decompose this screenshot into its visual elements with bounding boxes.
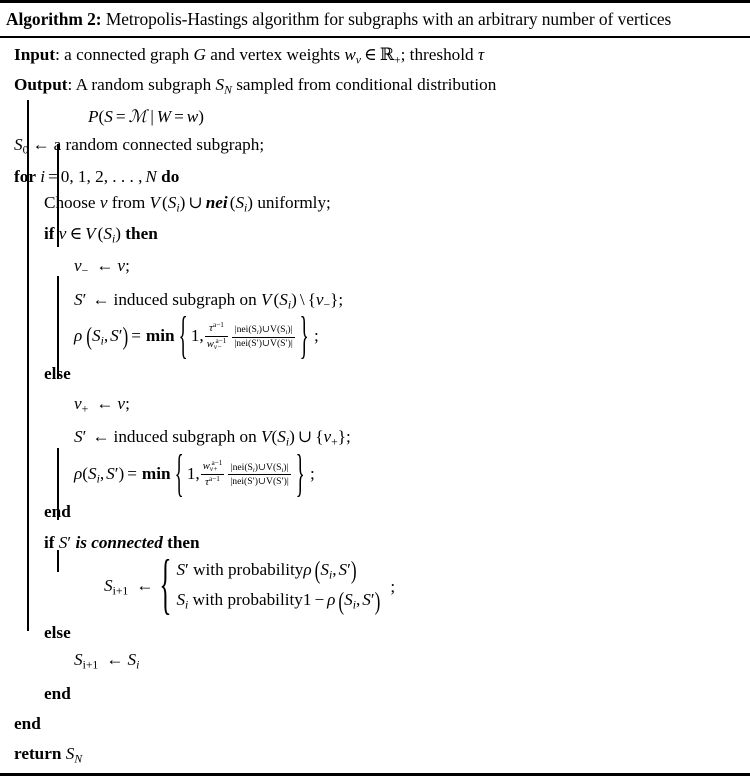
algorithm-title: Metropolis-Hastings algorithm for subgraphs with an arbitrary number of vertices (105, 9, 672, 29)
nei-function-symbol: nei (205, 192, 228, 212)
return-subgraph-symbol: S (65, 743, 75, 763)
cases-rows (176, 557, 380, 618)
prime-mark-4: ′ (114, 463, 119, 483)
element-of-icon-2: ∈ (69, 224, 83, 244)
semicolon-6: ; (310, 463, 315, 483)
next-subgraph-subscript: i+1 (112, 584, 129, 598)
algorithm-body (0, 38, 750, 773)
semicolon-5: ; (346, 427, 351, 447)
if2-sprime-symbol: S (58, 532, 68, 552)
reals-plus-subscript: + (394, 53, 401, 67)
then-keyword: then (125, 224, 158, 244)
choose-text-b: from (107, 192, 150, 212)
case2-rho-symbol: ρ (327, 590, 336, 610)
output-label: Output (14, 75, 68, 95)
equals-sign: = (115, 106, 126, 126)
fraction-denominator-tau (201, 474, 225, 490)
brace-open-big-2: { (174, 444, 184, 502)
case1-sprime-symbol: S (176, 559, 186, 579)
vminus-rhs-symbol: v (117, 256, 126, 276)
paren-close-vs: ) (179, 192, 186, 212)
tau-symbol-2: τ (205, 477, 209, 489)
brace-close-2: } (337, 427, 346, 447)
union-icon: ∪ (188, 192, 203, 212)
brace-close-big-2: } (295, 444, 305, 502)
input-text-a: : a connected graph (55, 45, 194, 64)
w-symbol-2: w (202, 460, 210, 472)
cases-block (159, 549, 381, 623)
w-over-tau-fraction (201, 459, 225, 489)
algorithm-number-label: Algorithm 2: (6, 9, 102, 29)
input-line (14, 42, 750, 72)
set-minus-icon: \ (299, 289, 305, 309)
rho-arg-subscript-1: i (100, 334, 104, 348)
loop-index-symbol: i (40, 166, 46, 186)
current-subgraph-subscript: i (176, 201, 180, 215)
case2-arg-subgraph: S (344, 590, 353, 610)
assignment-arrow-icon-7: ← (106, 650, 124, 670)
vplus-rhs-symbol: v (117, 394, 126, 414)
tau-exponent-1: a−1 (212, 321, 224, 330)
equals-sign-2: = (174, 106, 184, 126)
brace-open-big-1: { (178, 306, 188, 364)
case1-text: with probability (188, 559, 304, 579)
brace-close-1: } (330, 289, 339, 309)
output-line (14, 72, 750, 102)
choose-text-c: uniformly; (253, 192, 331, 212)
return-keyword: return (14, 743, 62, 763)
paren-open-vs: ( (162, 192, 168, 212)
paren-close-rho1: ) (122, 322, 129, 350)
paren-close-ind2: ) (289, 427, 295, 447)
prime-mark-3: ′ (82, 427, 87, 447)
paren-open: ( (98, 106, 105, 126)
comma-case1: , (332, 559, 337, 579)
case2-arg-sprime: S (362, 590, 371, 610)
init-subgraph-line (14, 130, 750, 164)
if-keyword-2: if (44, 532, 55, 552)
nei-arg-symbol: S (235, 192, 245, 212)
loop-bound-symbol: N (145, 166, 157, 186)
weight-value-symbol: w (186, 106, 199, 126)
rho-minus-formula-line (74, 306, 750, 364)
input-text-b: and vertex weights (205, 45, 345, 64)
for-keyword: for (14, 166, 36, 186)
assignment-arrow-icon-3: ← (92, 289, 110, 309)
case2-arg-subscript: i (352, 598, 356, 612)
if-vertex-symbol: v (58, 224, 67, 244)
threshold-symbol: τ (477, 45, 485, 64)
nei-denominator-1: |nei(S′)∪V(S′)| (234, 338, 293, 350)
algorithm-caption (0, 3, 750, 36)
brace-open-1: { (307, 289, 316, 309)
nei-numerator-2 (228, 462, 290, 475)
if-subgraph-subscript: i (112, 232, 116, 246)
for-loop-header (14, 164, 750, 190)
sprime-symbol: S (74, 289, 83, 309)
random-subgraph-symbol: S (104, 106, 113, 126)
else-membership-line (44, 358, 750, 390)
output-text-b: sampled from conditional distribution (231, 75, 497, 95)
semicolon-3: ; (314, 325, 319, 345)
probability-symbol: P (88, 106, 99, 126)
if-subgraph-symbol: S (103, 224, 112, 244)
end-for-line (14, 709, 750, 739)
reals-symbol: ℝ (379, 45, 395, 64)
choose-vertex-line (44, 190, 750, 221)
is-connected-text: is connected (75, 532, 163, 552)
output-subgraph-symbol: S (215, 75, 225, 95)
rho-arg-sprime-1: S (110, 325, 119, 345)
end-keyword-3: end (14, 713, 41, 733)
if-vertex-set-symbol: V (85, 224, 96, 244)
paren-open-rho2: ( (82, 463, 88, 483)
tau-over-w-fraction (205, 321, 229, 351)
comma-rho-2: , (99, 463, 105, 483)
vminus-subscript: − (81, 264, 89, 278)
init-subgraph-subscript: 0 (22, 142, 29, 156)
paren-open-nei: ( (229, 192, 236, 212)
assignment-arrow-icon-4: ← (96, 394, 114, 414)
input-text-c: ; threshold (400, 45, 478, 64)
paren-open-ind1: ( (273, 289, 280, 309)
induced-vertex-set-2: V (261, 427, 272, 447)
keep-next-subscript: i+1 (82, 658, 99, 672)
rho-one-2: 1, (186, 463, 200, 483)
vminus-assign-line (74, 252, 750, 285)
nei-num-prefix-1: |nei(S (234, 323, 257, 335)
induced-subgraph-sym-1: S (279, 289, 288, 309)
removed-vertex-symbol: v (315, 289, 324, 309)
if-keyword: if (44, 224, 55, 244)
do-keyword: do (161, 166, 180, 186)
w-subscript-minus: v− (213, 343, 222, 352)
w-exponent-2: a−1 (211, 459, 223, 468)
equals-sign-rho-1: = (131, 325, 141, 345)
case1-arg-subscript: i (328, 568, 333, 582)
min-function-1: min (145, 325, 175, 345)
fraction-numerator-w (201, 459, 225, 474)
nei-num-mid-1: )∪V(S (258, 323, 286, 335)
else-connected-line (44, 619, 750, 646)
prime-mark-2: ′ (118, 325, 123, 345)
w-exponent-1: a−1 (215, 337, 227, 346)
paren-close-case2: ) (374, 587, 381, 616)
init-subgraph-symbol: S (14, 134, 23, 154)
nei-num-end-2: )| (283, 461, 289, 473)
vplus-symbol: v (74, 394, 82, 414)
cases-brace-icon: { (159, 549, 172, 623)
keep-next-symbol: S (74, 650, 83, 670)
comma-case2: , (356, 590, 361, 610)
paren-close-case1: ) (350, 557, 357, 585)
added-vertex-symbol: v (323, 427, 332, 447)
paren-open-case2: ( (338, 587, 345, 616)
nei-num-sub-2: i (285, 328, 288, 336)
else-keyword-2: else (44, 623, 71, 643)
current-subgraph-symbol: S (167, 192, 177, 212)
nei-num-prefix-2: |nei(S (230, 461, 253, 473)
case1-arg-subgraph: S (320, 559, 329, 579)
rho-symbol-1: ρ (74, 325, 83, 345)
assignment-arrow-icon-6: ← (136, 576, 154, 596)
end-keyword-2: end (44, 683, 71, 703)
tau-exponent-2: a−1 (208, 475, 220, 484)
fraction-denominator-w (205, 336, 229, 352)
case2-subgraph-symbol: S (176, 590, 186, 610)
induced-subgraph-sym-2: S (277, 427, 286, 447)
vplus-assign-line (74, 390, 750, 423)
semicolon-7: ; (390, 577, 396, 597)
w-symbol-1: w (206, 339, 214, 351)
induced-subgraph-subscript-2: i (285, 435, 290, 449)
case-row-reject (176, 587, 380, 617)
input-label: Input (14, 45, 56, 64)
semicolon-2: ; (338, 289, 344, 309)
choose-text-a: Choose (44, 192, 100, 212)
input-weight-subscript: v (355, 53, 361, 67)
brace-close-big-1: } (299, 306, 309, 364)
semicolon-1: ; (125, 256, 130, 276)
input-weight-symbol: w (344, 45, 356, 64)
paren-close-rho2: ) (118, 463, 125, 483)
tau-symbol-1: τ (209, 323, 213, 335)
paren-open-case1: ( (314, 557, 321, 585)
paren-open-ind2: ( (271, 427, 278, 447)
else-keyword-1: else (44, 364, 71, 384)
loop-range-sequence: 0, 1, 2, . . . , (60, 166, 143, 186)
init-subgraph-text: a random connected subgraph; (53, 134, 265, 154)
rho-arg-subscript-2: i (96, 471, 100, 485)
paren-open-if: ( (97, 224, 104, 244)
distribution-formula-line (88, 103, 750, 130)
keep-subgraph-line (74, 646, 750, 678)
weights-symbol: W (156, 106, 172, 126)
next-subgraph-symbol: S (104, 576, 113, 596)
case1-rho-symbol: ρ (303, 559, 312, 579)
prime-mark-1: ′ (82, 289, 87, 309)
nei-num-end-1: )| (287, 323, 293, 335)
nei-arg-subscript: i (244, 201, 248, 215)
w-subscript-plus: v+ (209, 464, 218, 473)
rho-plus-formula-line (74, 444, 750, 502)
nei-num-sub-1: i (256, 328, 259, 336)
union-icon-2: ∪ (297, 427, 313, 447)
keep-current-symbol: S (127, 650, 137, 670)
paren-close-nei: ) (247, 192, 254, 212)
minus-sign-case2: − (314, 590, 325, 610)
vplus-subscript: + (81, 402, 89, 416)
keep-current-subscript: i (136, 658, 140, 672)
brace-open-2: { (315, 427, 324, 447)
case2-one: 1 (302, 590, 312, 610)
case1-arg-sprime: S (338, 559, 348, 579)
if-connected-line (44, 528, 750, 557)
return-line (14, 739, 750, 773)
rho-arg-subgraph-2: S (87, 463, 97, 483)
comma-rho-1: , (103, 325, 109, 345)
min-function-2: min (141, 463, 171, 483)
return-subgraph-subscript: N (74, 751, 83, 765)
fraction-numerator-tau (205, 321, 229, 336)
paren-close-if: ) (115, 224, 121, 244)
then-keyword-2: then (167, 532, 200, 552)
prime-mark-5: ′ (67, 532, 72, 552)
assignment-arrow-icon-2: ← (96, 256, 114, 276)
end-if-membership-line (44, 496, 750, 528)
rho-one-1: 1, (190, 325, 204, 345)
rho-arg-sprime-2: S (106, 463, 115, 483)
element-of-icon: ∈ (363, 45, 377, 64)
if-membership-line (44, 221, 750, 252)
nei-denominator-2: |nei(S′)∪V(S′)| (230, 475, 289, 487)
rho-arg-subgraph-1: S (91, 325, 101, 345)
induced-vertex-set-1: V (261, 289, 272, 309)
conditional-bar: | (150, 106, 154, 126)
assignment-arrow-icon: ← (32, 134, 50, 154)
rho-symbol-2: ρ (74, 463, 83, 483)
equals-sign-loop: = (48, 166, 58, 186)
case2-text: with probability (188, 590, 303, 610)
cases-assignment-line (104, 549, 750, 623)
case2-subgraph-subscript: i (185, 598, 189, 612)
paren-close-ind1: ) (291, 289, 297, 309)
nei-ratio-fraction-1 (232, 324, 294, 350)
vertex-set-symbol: V (149, 192, 161, 212)
nei-num-sub-4: i (281, 466, 284, 474)
induced-subgraph-text-2: induced subgraph on (113, 427, 262, 447)
equals-sign-rho-2: = (127, 463, 137, 483)
output-subgraph-subscript: N (224, 83, 232, 97)
prime-mark-8: ′ (370, 590, 375, 610)
induced-subgraph-subscript-1: i (287, 297, 292, 311)
sprime-symbol-2: S (74, 427, 83, 447)
calligraphic-m-symbol: ℳ (128, 106, 148, 126)
prime-mark-6: ′ (185, 559, 189, 579)
nei-numerator-1 (232, 324, 294, 337)
end-if-connected-line (44, 679, 750, 709)
vminus-symbol: v (74, 256, 82, 276)
nei-num-mid-2: )∪V(S (254, 461, 282, 473)
induced-subgraph-text-1: induced subgraph on (113, 289, 262, 309)
chosen-vertex-symbol: v (99, 192, 108, 212)
nei-num-sub-3: i (252, 466, 255, 474)
paren-open-rho1: ( (86, 322, 92, 350)
assignment-arrow-icon-5: ← (92, 427, 110, 447)
paren-close: ) (198, 106, 204, 126)
nei-ratio-fraction-2 (228, 462, 290, 488)
prime-mark-7: ′ (347, 559, 351, 579)
input-graph-symbol: G (193, 45, 206, 64)
semicolon-4: ; (125, 394, 130, 414)
output-text-a: : A random subgraph (67, 75, 216, 95)
case-row-accept (176, 557, 380, 587)
added-vertex-subscript: + (331, 435, 338, 449)
removed-vertex-subscript: − (323, 297, 331, 311)
end-keyword-1: end (44, 501, 71, 521)
